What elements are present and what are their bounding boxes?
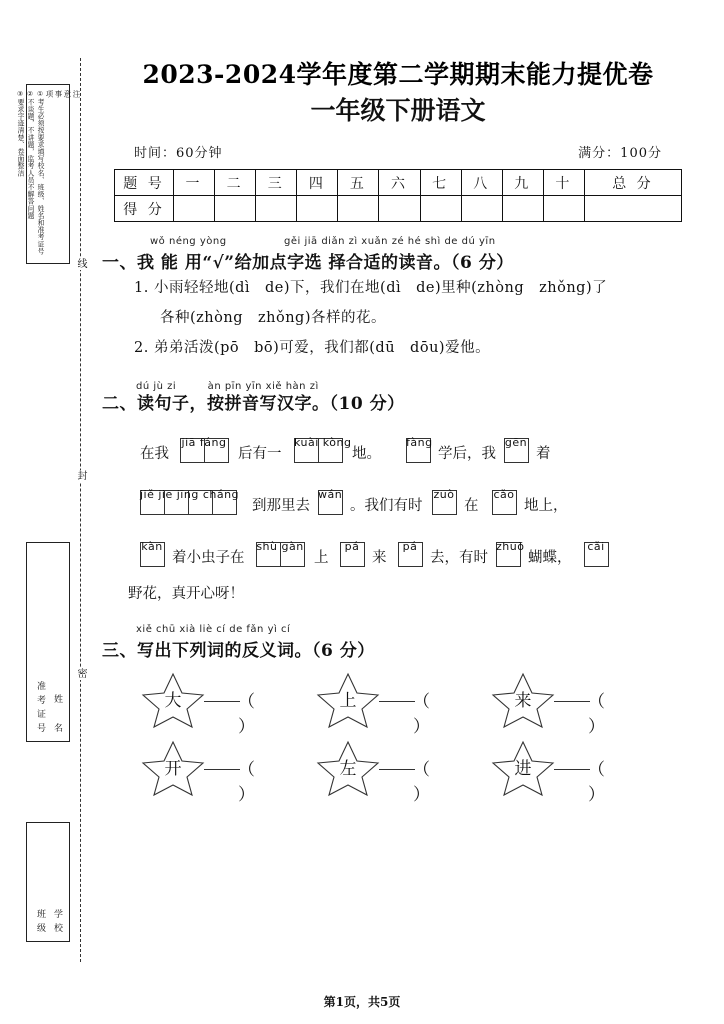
score-cell-7[interactable]: [420, 196, 461, 222]
score-col-10: 十: [543, 170, 584, 196]
section-two-title: 二、读句子，按拼音写汉字。（10 分）: [102, 394, 405, 414]
page-subtitle: 一年级下册语文: [310, 96, 486, 125]
score-col-4: 四: [297, 170, 338, 196]
row2-text-2: 。我们有时: [350, 498, 423, 514]
score-cell-2[interactable]: [215, 196, 256, 222]
antonym-char: 来: [514, 690, 532, 711]
page-title: 2023-2024学年度第二学期期末能力提优卷: [142, 60, 654, 89]
score-col-total: 总 分: [584, 170, 681, 196]
row3-text-3: 来: [372, 550, 387, 566]
pinyin-3: xiě chū xià liè cí de fǎn yì cí: [136, 624, 291, 635]
time-label: 时间：60分钟: [134, 146, 223, 161]
row1-boxgroup-1[interactable]: [180, 438, 228, 463]
row1-text-2: 后有一: [238, 446, 282, 462]
pinyin-1b: gěi jiā diǎn zì xuǎn zé hé shì de dú yīn: [284, 236, 496, 247]
name-field-label: 姓 名: [52, 694, 62, 737]
section-one: [98, 236, 698, 363]
score-cell-5[interactable]: [338, 196, 379, 222]
write-row-3: [122, 528, 698, 580]
row3-boxgroup-3[interactable]: [340, 542, 364, 567]
row3-boxgroup-1[interactable]: [140, 542, 164, 567]
score-cell-10[interactable]: [543, 196, 584, 222]
score-cell-1[interactable]: [174, 196, 215, 222]
row1-text-4: 学后，我: [438, 446, 496, 462]
answer-parens[interactable]: （ ）: [238, 692, 301, 737]
score-col-8: 八: [461, 170, 502, 196]
row2-text-3: 在: [464, 498, 479, 514]
antonym-row-2: [108, 739, 698, 805]
row3-text-5: 蝴蝶，: [528, 550, 572, 566]
score-cell-total[interactable]: [584, 196, 681, 222]
antonym-char: 上: [339, 690, 357, 711]
pinyin-2: dú jù zi àn pīn yīn xiě hàn zì: [136, 381, 319, 392]
section-one-item-2: 2. 弟弟活泼(pō bō)可爱，我们都(dū dōu)爱他。: [134, 340, 491, 356]
answer-parens[interactable]: （ ）: [413, 760, 476, 805]
section-one-title: 一、我 能 用“√”给加点字选 择合适的读音。（6 分）: [102, 253, 514, 273]
score-col-1: 一: [174, 170, 215, 196]
answer-line: [554, 701, 590, 702]
row2-text-1: 到那里去: [252, 498, 310, 514]
section-two: [98, 377, 698, 608]
answer-line: [379, 701, 415, 702]
score-col-5: 五: [338, 170, 379, 196]
row3-pinyin-1: kàn: [141, 540, 163, 553]
school-field-label: 学校: [52, 909, 62, 937]
row1-text-1: 在我: [140, 446, 169, 462]
score-table-value-row: [115, 196, 682, 222]
answer-line: [204, 701, 240, 702]
row3-text-2: 上: [314, 550, 329, 566]
antonym-row-1: [108, 671, 698, 737]
row3-boxgroup-6[interactable]: [584, 542, 608, 567]
antonym-char: 进: [514, 758, 532, 779]
score-col-2: 二: [215, 170, 256, 196]
row1-text-3: 地。: [352, 446, 381, 462]
row1-text-5: 着: [536, 446, 551, 462]
score-col-9: 九: [502, 170, 543, 196]
answer-parens[interactable]: （ ）: [413, 692, 476, 737]
row1-pinyin-4: gēn: [504, 436, 528, 449]
score-table-header-row: [115, 170, 682, 196]
row1-boxgroup-3[interactable]: [406, 436, 433, 463]
answer-parens[interactable]: （ ）: [588, 692, 651, 737]
seal-mark-mi: 密: [72, 668, 88, 680]
sealing-dashed-line: [80, 58, 81, 962]
seal-mark-feng: 封: [72, 470, 88, 482]
row2-boxgroup-1[interactable]: [140, 488, 240, 515]
seal-mark-line: 线: [72, 258, 88, 270]
row2-pinyin-3: zuò: [433, 488, 455, 501]
notes-box: [16, 84, 81, 264]
antonym-item: [488, 671, 718, 737]
page-footer: 第1页，共5页: [323, 995, 401, 1009]
answer-parens[interactable]: （ ）: [238, 760, 301, 805]
student-info-box: [26, 542, 70, 742]
exam-id-field-label: 准考证号: [35, 681, 45, 737]
section-one-item-1: 1. 小雨轻轻地(dì de)下，我们在地(dì de)里种(zhòng zhǒng)了: [134, 280, 608, 296]
row3-pinyin-5: zhuō: [496, 540, 525, 553]
exam-paper: [98, 58, 698, 805]
score-table: [114, 169, 682, 222]
score-table-row-label-1: 题 号: [115, 170, 174, 196]
left-margin-column: [18, 62, 82, 962]
score-cell-3[interactable]: [256, 196, 297, 222]
score-cell-9[interactable]: [502, 196, 543, 222]
row3-text-1: 着小虫子在: [172, 550, 245, 566]
write-row-2: [122, 476, 698, 528]
score-cell-8[interactable]: [461, 196, 502, 222]
score-cell-4[interactable]: [297, 196, 338, 222]
score-col-3: 三: [256, 170, 297, 196]
section-two-pinyin: [98, 377, 698, 392]
score-cell-6[interactable]: [379, 196, 420, 222]
section-one-item-1b-text: 各种(zhòng zhǒng)各样的花。: [160, 310, 386, 326]
note-item-2: ②不谈题，不讲题，监考人员不解答问题: [26, 90, 34, 219]
row1-pinyin-3: fàng: [406, 436, 433, 449]
row3-boxgroup-5[interactable]: [496, 540, 525, 567]
section-two-last-line: 野花，真开心呀！: [128, 586, 244, 602]
note-item-1: ①考生必须按要求填写校名、班级、姓名和准考证号: [36, 90, 44, 255]
row2-pinyin-4: cǎo: [493, 488, 515, 501]
row2-boxgroup-2[interactable]: [318, 490, 342, 515]
row3-pinyin-4: pá: [402, 540, 418, 553]
row1-boxgroup-4[interactable]: [504, 438, 528, 463]
section-one-pinyin: [98, 236, 698, 248]
class-field-label: 班级: [35, 909, 45, 937]
notes-heading: 注 意 事 项: [45, 90, 81, 98]
section-three-title: 三、写出下列词的反义词。（6 分）: [102, 641, 375, 661]
pinyin-1a: wǒ néng yòng: [150, 236, 227, 247]
school-info-box: [26, 822, 70, 942]
row1-pinyin-2: kuài kòng: [294, 436, 352, 449]
row3-pinyin-6: cǎi: [587, 540, 605, 553]
row3-pinyin-3: pá: [344, 540, 360, 553]
note-item-3: ③要求字迹清楚、卷面整洁: [16, 90, 24, 177]
answer-line: [554, 769, 590, 770]
row3-boxgroup-4[interactable]: [398, 542, 422, 567]
antonym-char: 左: [339, 758, 357, 779]
row2-text-4: 地上，: [524, 498, 568, 514]
row1-boxgroup-2[interactable]: [294, 436, 352, 463]
row2-pinyin-1: jiě jie jīng cháng: [140, 488, 240, 501]
antonym-char: 开: [164, 758, 182, 779]
antonym-char: 大: [164, 690, 182, 711]
section-three-pinyin: [98, 624, 698, 636]
exam-meta-row: [134, 142, 662, 161]
antonym-item: [488, 739, 718, 805]
answer-line: [379, 769, 415, 770]
score-table-row-label-2: 得 分: [115, 196, 174, 222]
write-row-1: [122, 424, 698, 476]
score-col-7: 七: [420, 170, 461, 196]
section-three: [98, 624, 698, 805]
answer-parens[interactable]: （ ）: [588, 760, 651, 805]
row2-boxgroup-4[interactable]: [492, 490, 516, 515]
total-score-label: 满分：100分: [578, 146, 662, 161]
row3-boxgroup-2[interactable]: [256, 542, 304, 567]
score-col-6: 六: [379, 170, 420, 196]
row2-pinyin-2: wán: [318, 488, 343, 501]
row1-pinyin-1: jiā fáng: [181, 436, 227, 449]
row2-boxgroup-3[interactable]: [432, 490, 456, 515]
answer-line: [204, 769, 240, 770]
row3-text-4: 去，有时: [430, 550, 488, 566]
section-one-item-1b: [134, 303, 698, 333]
row3-pinyin-2: shù gàn: [256, 540, 304, 553]
